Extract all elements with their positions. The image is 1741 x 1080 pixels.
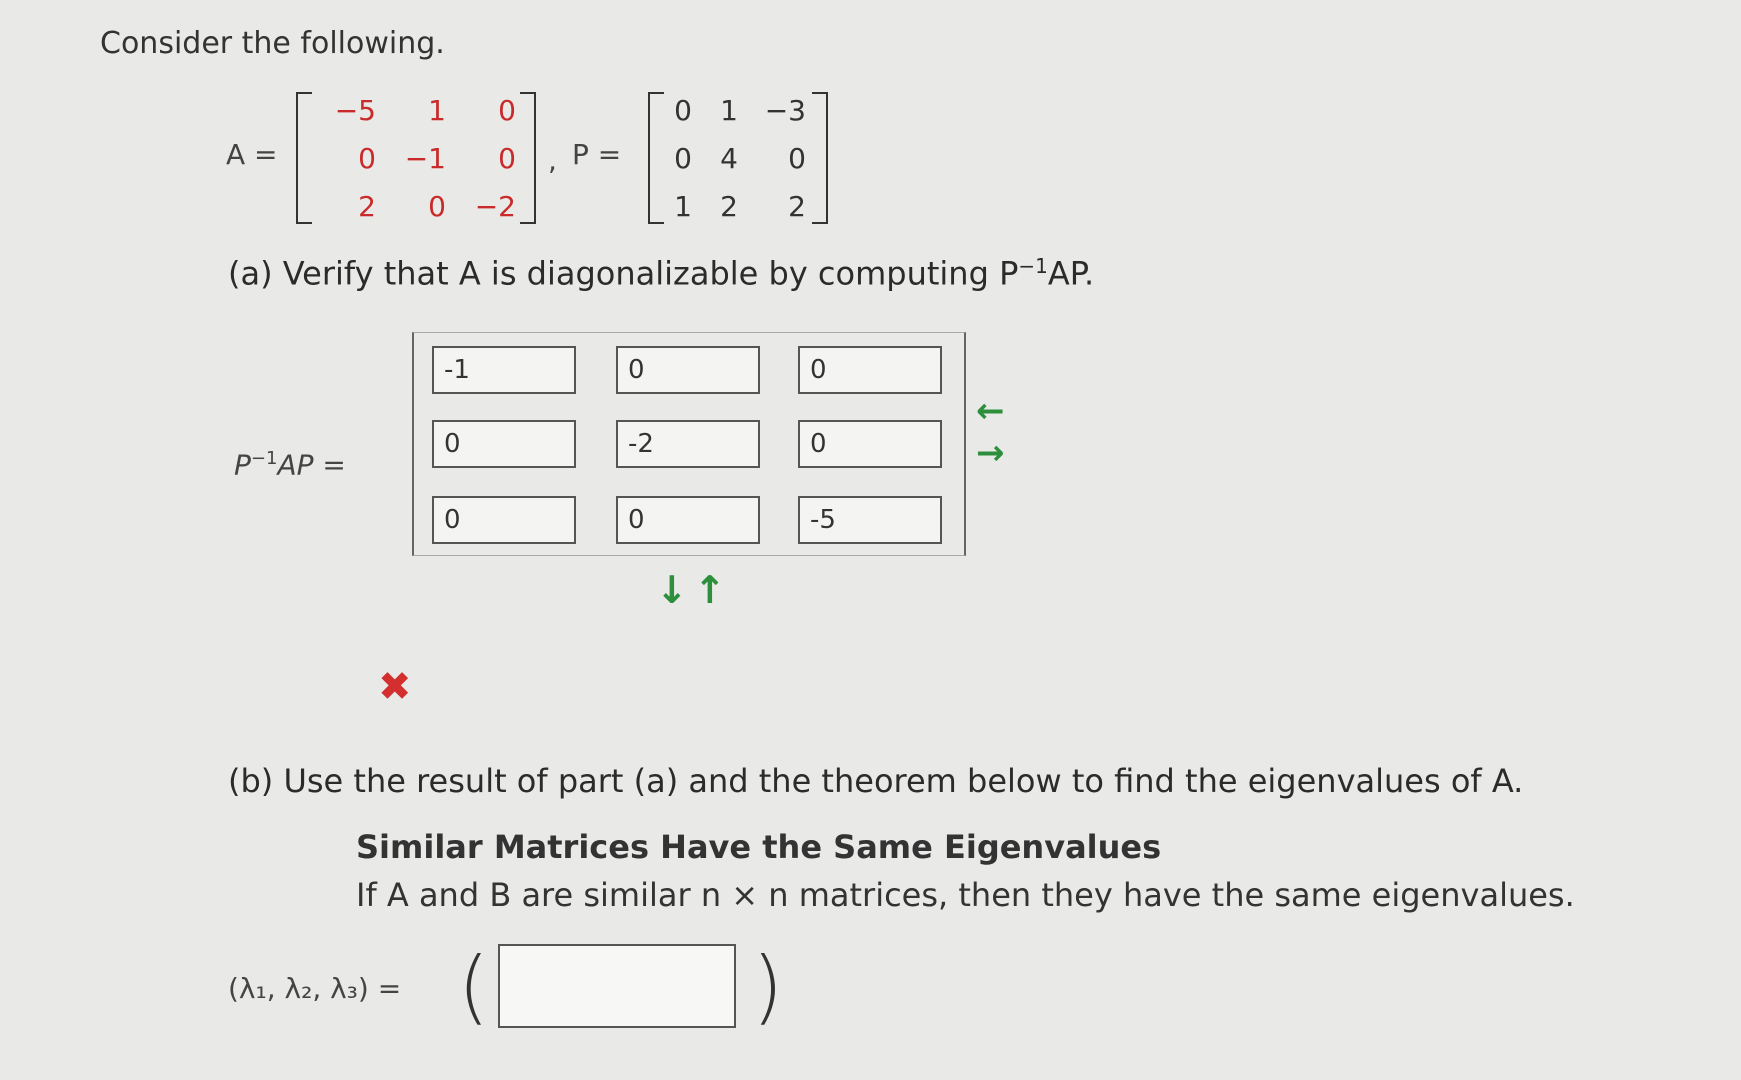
matrix-p-cell: 0	[674, 142, 692, 175]
matrix-p-cell: 0	[788, 142, 806, 175]
matrix-input-r1c2[interactable]: 0	[616, 346, 760, 394]
add-row-arrow-icon[interactable]: ↓	[656, 568, 688, 612]
matrix-a-cell: −1	[404, 142, 446, 175]
eigenvalues-answer-input[interactable]	[498, 944, 736, 1028]
matrix-p-cell: 2	[788, 190, 806, 223]
matrix-p-cell: 1	[674, 190, 692, 223]
matrix-input-r3c2[interactable]: 0	[616, 496, 760, 544]
matrix-p-cell: 1	[720, 94, 738, 127]
matrix-input-r2c3[interactable]: 0	[798, 420, 942, 468]
part-a-question	[228, 254, 1094, 293]
answer-label: (λ₁, λ₂, λ₃) =	[228, 972, 402, 1005]
matrix-a-cell: 0	[498, 142, 516, 175]
answer-close-paren: )	[752, 940, 784, 1033]
part-b-question: (b) Use the result of part (a) and the theorem below to find the eigenvalues of A.	[228, 762, 1524, 800]
theorem-body: If A and B are similar n × n matrices, then they have the same eigenvalues.	[356, 876, 1575, 914]
matrix-a-right-bracket	[520, 92, 536, 224]
matrix-p-cell: 4	[720, 142, 738, 175]
matrix-p-right-bracket	[812, 92, 828, 224]
matrix-a-cell: −2	[474, 190, 516, 223]
x-mark-icon: ✖	[378, 664, 412, 710]
result-label-tail: AP =	[277, 448, 346, 482]
matrix-a-cell: −5	[334, 94, 376, 127]
matrix-p-label: P =	[572, 138, 622, 171]
result-label-p: P	[234, 448, 251, 482]
add-column-arrow-icon[interactable]: →	[976, 433, 1005, 473]
part-a-text: (a) Verify that A is diagonalizable by computing P	[228, 254, 1019, 293]
matrix-p-cell: −3	[764, 94, 806, 127]
matrix-input-r1c3[interactable]: 0	[798, 346, 942, 394]
part-a-sup: −1	[1018, 254, 1048, 278]
matrix-a-cell: 2	[358, 190, 376, 223]
matrix-p-cell: 0	[674, 94, 692, 127]
theorem-title: Similar Matrices Have the Same Eigenvalues	[356, 828, 1162, 866]
matrix-input-r1c1[interactable]: -1	[432, 346, 576, 394]
matrix-input-r3c1[interactable]: 0	[432, 496, 576, 544]
result-label-sup: −1	[250, 448, 278, 469]
matrix-a-cell: 0	[358, 142, 376, 175]
part-a-tail: AP.	[1047, 254, 1095, 293]
matrix-p-cell: 2	[720, 190, 738, 223]
answer-open-paren: (	[458, 940, 490, 1033]
matrix-separator: ,	[548, 144, 557, 177]
matrix-input-r3c3[interactable]: -5	[798, 496, 942, 544]
matrix-input-r2c1[interactable]: 0	[432, 420, 576, 468]
matrix-a-cell: 1	[428, 94, 446, 127]
remove-column-arrow-icon[interactable]: ←	[976, 391, 1005, 431]
matrix-a-label: A =	[226, 138, 278, 171]
matrix-input-r2c2[interactable]: -2	[616, 420, 760, 468]
intro-text: Consider the following.	[100, 26, 445, 61]
remove-row-arrow-icon[interactable]: ↑	[694, 568, 726, 612]
matrix-a-cell: 0	[498, 94, 516, 127]
matrix-a-cell: 0	[428, 190, 446, 223]
result-label	[234, 448, 346, 481]
